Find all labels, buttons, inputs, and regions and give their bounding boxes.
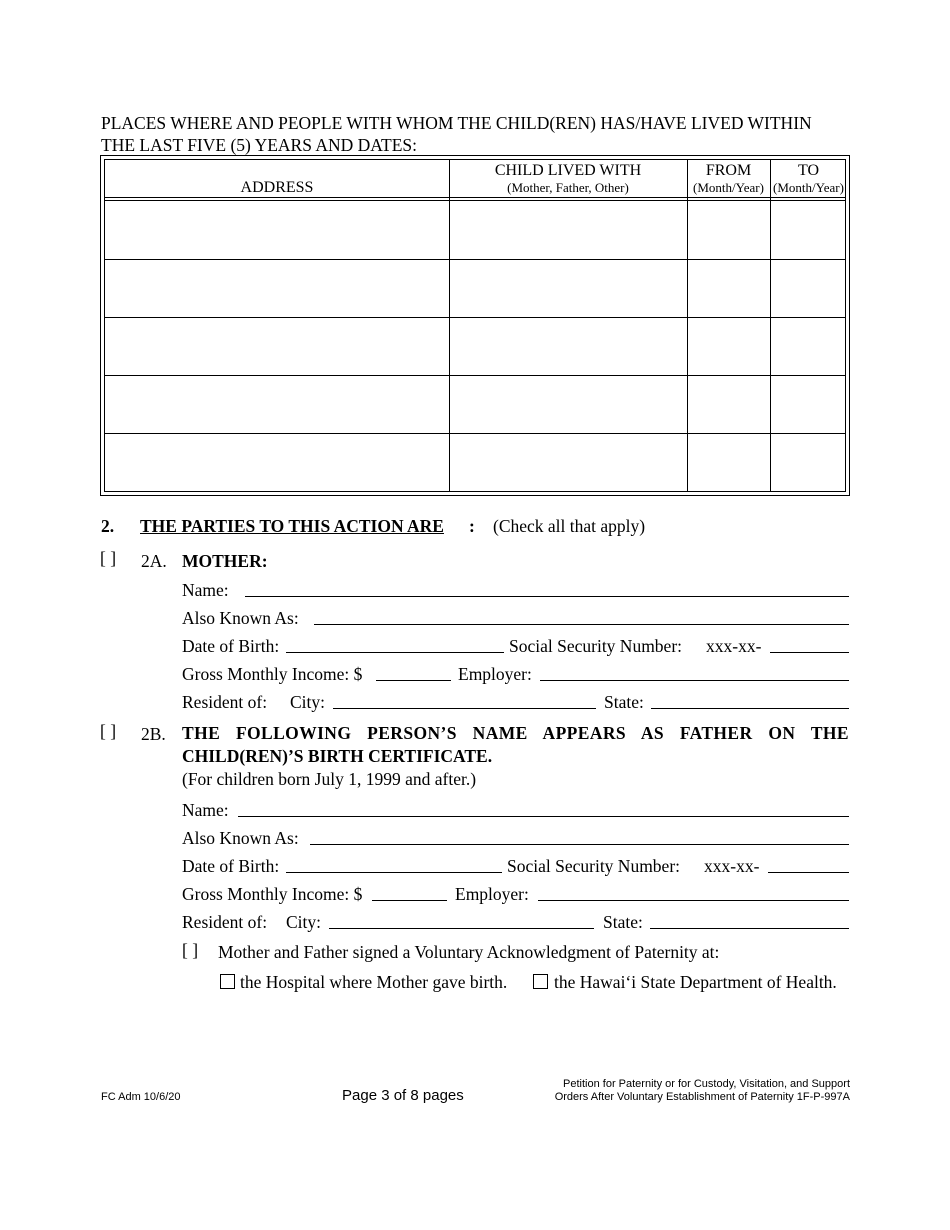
from-cell-5[interactable] xyxy=(687,434,770,491)
address-cell-5[interactable] xyxy=(105,434,449,491)
heading-line-1: PLACES WHERE AND PEOPLE WITH WHOM THE CHILD(REN) HAS/HAVE LIVED WITHIN xyxy=(101,113,812,133)
address-cell-3[interactable] xyxy=(105,318,449,375)
lived-with-cell-4[interactable] xyxy=(449,376,687,433)
footer-form-title xyxy=(520,1078,850,1104)
section-instruction: (Check all that apply) xyxy=(493,516,646,536)
father-state-label: State: xyxy=(603,912,643,932)
father-aka-label: Also Known As: xyxy=(182,828,299,848)
hospital-checkbox[interactable] xyxy=(220,974,235,989)
father-state-field[interactable] xyxy=(650,928,849,929)
father-city-label: City: xyxy=(286,912,322,932)
to-cell-3[interactable] xyxy=(770,318,847,375)
mother-dob-field[interactable] xyxy=(286,652,504,653)
to-cell-1[interactable] xyxy=(770,201,847,259)
mother-checkbox[interactable]: [ ] xyxy=(100,548,117,568)
header-address: ADDRESS xyxy=(240,179,314,196)
mother-ssn-prefix: xxx-xx- xyxy=(706,636,762,656)
mother-dob-label: Date of Birth: xyxy=(182,636,280,656)
mother-city-field[interactable] xyxy=(333,708,596,709)
footer-page-number: Page 3 of 8 pages xyxy=(342,1087,464,1104)
father-ssn-prefix: xxx-xx- xyxy=(704,856,760,876)
mother-state-label: State: xyxy=(604,692,644,712)
mother-aka-field[interactable] xyxy=(314,624,849,625)
footer-form-title-line-2: Orders After Voluntary Establishment of Paternity 1F-P-997A xyxy=(554,1091,850,1103)
lived-with-cell-3[interactable] xyxy=(449,318,687,375)
section-number: 2. xyxy=(101,516,115,536)
mother-name-label: Name: xyxy=(182,580,229,600)
residence-table-grid xyxy=(104,159,846,492)
hospital-option-label: the Hospital where Mother gave birth. xyxy=(240,972,508,992)
father-section-title-line-1: THE FOLLOWING PERSON’S NAME APPEARS AS FATHER ON THE xyxy=(182,723,849,743)
from-cell-2[interactable] xyxy=(687,260,770,317)
father-city-field[interactable] xyxy=(329,928,594,929)
mother-employer-field[interactable] xyxy=(540,680,849,681)
mother-income-label: Gross Monthly Income: $ xyxy=(182,664,363,684)
mother-section-title: MOTHER: xyxy=(182,551,268,571)
mother-resident-label: Resident of: xyxy=(182,692,268,712)
father-income-label: Gross Monthly Income: $ xyxy=(182,884,363,904)
section-title: THE PARTIES TO THIS ACTION ARE xyxy=(140,516,444,536)
to-cell-5[interactable] xyxy=(770,434,847,491)
father-employer-field[interactable] xyxy=(538,900,849,901)
footer-form-title-line-1: Petition for Paternity or for Custody, Visitation, and Support xyxy=(563,1078,850,1090)
to-cell-2[interactable] xyxy=(770,260,847,317)
address-cell-4[interactable] xyxy=(105,376,449,433)
father-section-note: (For children born July 1, 1999 and after.) xyxy=(182,769,477,789)
lived-with-cell-2[interactable] xyxy=(449,260,687,317)
from-cell-4[interactable] xyxy=(687,376,770,433)
father-ssn-label: Social Security Number: xyxy=(507,856,681,876)
header-child-lived-with: CHILD LIVED WITH (Mother, Father, Other) xyxy=(494,162,642,195)
section-title-colon: : xyxy=(469,516,475,536)
lived-with-cell-5[interactable] xyxy=(449,434,687,491)
lived-with-cell-1[interactable] xyxy=(449,201,687,259)
mother-state-field[interactable] xyxy=(651,708,849,709)
father-dob-label: Date of Birth: xyxy=(182,856,280,876)
father-ssn-field[interactable] xyxy=(768,872,849,873)
header-divider xyxy=(105,197,845,198)
mother-section-code: 2A. xyxy=(141,551,167,571)
from-cell-3[interactable] xyxy=(687,318,770,375)
father-resident-label: Resident of: xyxy=(182,912,268,932)
father-section-title-line-2: CHILD(REN)’S BIRTH CERTIFICATE. xyxy=(182,746,493,766)
heading-line-2: THE LAST FIVE (5) YEARS AND DATES: xyxy=(101,135,417,155)
mother-aka-label: Also Known As: xyxy=(182,608,299,628)
mother-city-label: City: xyxy=(290,692,326,712)
header-from: FROM (Month/Year) xyxy=(693,162,764,195)
address-cell-2[interactable] xyxy=(105,260,449,317)
residence-table xyxy=(100,155,850,496)
health-department-option-label: the Hawai‘i State Department of Health. xyxy=(554,972,837,992)
father-checkbox[interactable]: [ ] xyxy=(100,721,117,741)
father-dob-field[interactable] xyxy=(286,872,502,873)
address-cell-1[interactable] xyxy=(105,201,449,259)
vap-checkbox[interactable]: [ ] xyxy=(182,940,199,960)
residence-history-heading xyxy=(101,112,861,156)
from-cell-1[interactable] xyxy=(687,201,770,259)
mother-ssn-label: Social Security Number: xyxy=(509,636,683,656)
father-name-field[interactable] xyxy=(238,816,849,817)
father-aka-field[interactable] xyxy=(310,844,849,845)
mother-name-field[interactable] xyxy=(245,596,849,597)
father-section-code: 2B. xyxy=(141,724,166,744)
vap-text: Mother and Father signed a Voluntary Acknowledgment of Paternity at: xyxy=(218,942,720,962)
mother-income-field[interactable] xyxy=(376,680,451,681)
father-name-label: Name: xyxy=(182,800,229,820)
to-cell-4[interactable] xyxy=(770,376,847,433)
father-employer-label: Employer: xyxy=(455,884,529,904)
mother-ssn-field[interactable] xyxy=(770,652,849,653)
mother-employer-label: Employer: xyxy=(458,664,532,684)
header-to: TO (Month/Year) xyxy=(773,162,844,195)
health-department-checkbox[interactable] xyxy=(533,974,548,989)
father-income-field[interactable] xyxy=(372,900,447,901)
footer-form-code: FC Adm 10/6/20 xyxy=(101,1091,181,1103)
